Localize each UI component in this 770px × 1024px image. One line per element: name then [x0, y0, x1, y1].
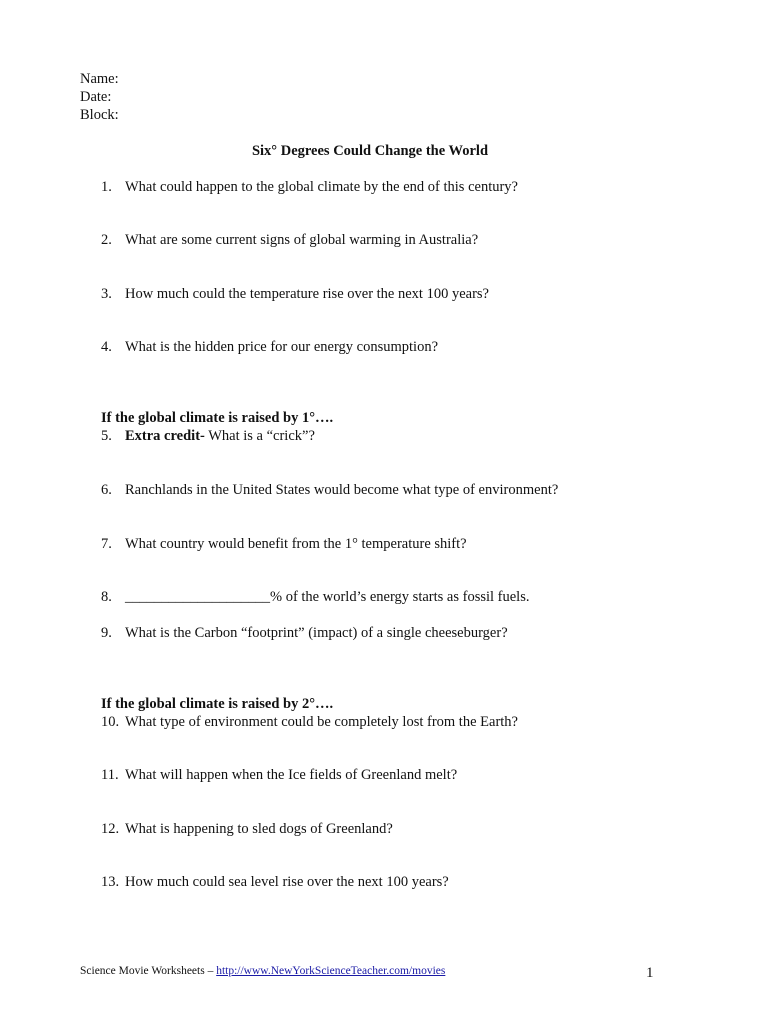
worksheet-title: Six° Degrees Could Change the World	[251, 143, 489, 159]
question-text: What will happen when the Ice fields of Greenland melt?	[125, 767, 458, 783]
question-text: Ranchlands in the United States would become what type of environment?	[125, 482, 559, 498]
question-text: What type of environment could be completely lost from the Earth?	[125, 714, 518, 730]
date-label: Date:	[80, 89, 112, 105]
question-number: 2.	[101, 232, 112, 248]
footer	[80, 962, 445, 980]
question-text: What is the Carbon “footprint” (impact) of a single cheeseburger?	[125, 625, 508, 641]
footer-text: Science Movie Worksheets –	[80, 965, 217, 977]
question-number: 7.	[101, 536, 112, 552]
extra-credit-label: Extra credit-	[125, 428, 205, 444]
question-text: How much could sea level rise over the next 100 years?	[125, 874, 449, 890]
page-number: 1	[646, 965, 654, 981]
question-number: 13.	[101, 874, 120, 890]
question-text-rest: What is a “crick”?	[204, 428, 315, 444]
question-text	[125, 427, 315, 445]
question-number: 1.	[101, 179, 112, 195]
question-text: What is the hidden price for our energy consumption?	[125, 339, 439, 355]
question-text: What country would benefit from the 1° temperature shift?	[125, 536, 467, 552]
name-label: Name:	[80, 71, 119, 87]
question-number: 9.	[101, 625, 112, 641]
question-text: What could happen to the global climate by the end of this century?	[125, 179, 518, 195]
block-label: Block:	[80, 107, 119, 123]
question-text: What is happening to sled dogs of Greenland?	[125, 821, 393, 837]
question-text: How much could the temperature rise over the next 100 years?	[125, 286, 489, 302]
question-number: 4.	[101, 339, 112, 355]
question-number: 12.	[101, 821, 120, 837]
question-number: 10.	[101, 714, 120, 730]
footer-link[interactable]: http://www.NewYorkScienceTeacher.com/movies	[216, 965, 446, 977]
question-number: 6.	[101, 482, 112, 498]
question-number: 5.	[101, 428, 112, 444]
question-text: ____________________% of the world’s energy starts as fossil fuels.	[125, 589, 530, 605]
section-heading-1-degree: If the global climate is raised by 1°….	[101, 410, 334, 426]
question-number: 11.	[101, 767, 119, 783]
question-text: What are some current signs of global warming in Australia?	[125, 232, 479, 248]
question-number: 8.	[101, 589, 112, 605]
question-number: 3.	[101, 286, 112, 302]
section-heading-2-degrees: If the global climate is raised by 2°….	[101, 696, 334, 712]
